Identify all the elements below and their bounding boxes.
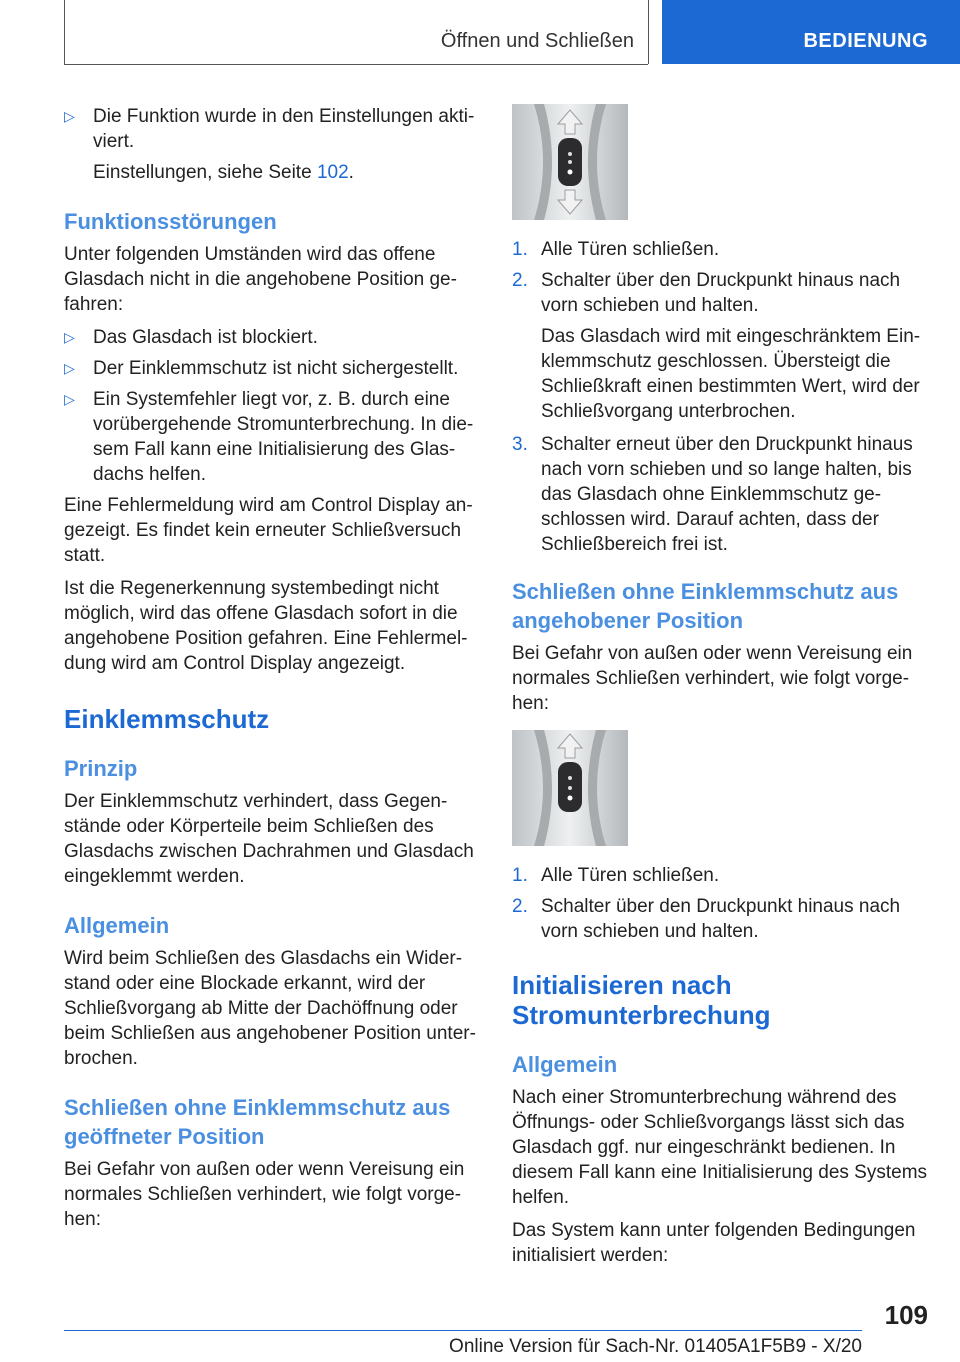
list-item: ▷ Das Glasdach ist blockiert. bbox=[64, 327, 318, 348]
list-item: ▷ Der Einklemmschutz ist nicht sichergestellt. bbox=[64, 358, 459, 379]
triangle-right-icon: ▷ bbox=[64, 329, 75, 345]
footer-online-version: Online Version für Sach-Nr. 01405A1F5B9 - X/20 bbox=[449, 1336, 862, 1357]
header-left-rule bbox=[64, 0, 65, 64]
list-item: ▷ Die Funktion wurde in den Einstellungen aktiviert. bbox=[64, 106, 475, 152]
heading-initialize: Initialisieren nach Stromunterbrechung bbox=[512, 970, 771, 1030]
settings-reference: Einstellungen, siehe Seite 102. bbox=[93, 162, 354, 183]
principle-text: Der Einklemmschutz verhindert, dass Gegenstände oder Körperteile beim Schließen des Glasdachs zwischen Dachrahmen und Glasdach eingeklemmt werden. bbox=[64, 791, 474, 887]
step2-note: Das Glasdach wird mit eingeschränktem Einklemmschutz geschlossen. Übersteigt die Schließkraft einen bestimmten Wert, wird der Schließvorgang unterbrochen. bbox=[541, 326, 921, 422]
heading-principle: Prinzip bbox=[64, 756, 138, 781]
list-item: 3. Schalter erneut über den Druckpunkt hinaus nach vorn schieben und so lange halten, bis das Glasdach ohne Einklemmschutz geschlossen wird. Darauf achten, dass der Schließbereich frei ist. bbox=[512, 434, 913, 555]
triangle-right-icon: ▷ bbox=[64, 108, 75, 124]
init-paragraph-1: Nach einer Stromunterbrechung während des Öffnungs- oder Schließvorgangs lässt sich das Glasdach ggf. nur eingeschränkt bedienen. In diesem Fall kann eine Initialisierung des Systems helfen. bbox=[512, 1087, 928, 1208]
general-text: Wird beim Schließen des Glasdachs ein Widerstand oder eine Blockade erkannt, wird der Schließvorgang ab Mitte der Dachöffnung oder beim Schließen aus angehobener Position unterbrochen. bbox=[64, 948, 476, 1069]
chapter-tab-label: BEDIENUNG bbox=[803, 30, 928, 52]
roof-switch-image bbox=[512, 104, 628, 220]
list-item: 2. Schalter über den Druckpunkt hinaus nach vorn schieben und halten. bbox=[512, 270, 901, 316]
heading-general-right: Allgemein bbox=[512, 1052, 618, 1077]
heading-faults: Funktionsstörungen bbox=[64, 209, 277, 234]
section-title: Öffnen und Schließen bbox=[440, 30, 634, 52]
list-item: ▷ Ein Systemfehler liegt vor, z. B. durch eine vorübergehende Stromunterbrechung. In diesem Fall kann eine Initialisierung des Glasdachs helfen. bbox=[64, 389, 474, 485]
chapter-tab bbox=[662, 0, 960, 64]
faults-intro: Unter folgenden Umständen wird das offene Glasdach nicht in die angehobene Position gefahren: bbox=[64, 244, 457, 315]
heading-close-open-position: Schließen ohne Einklemmschutz aus geöffneter Position bbox=[64, 1095, 451, 1149]
triangle-right-icon: ▷ bbox=[64, 391, 75, 407]
faults-paragraph-1: Eine Fehlermeldung wird am Control Display angezeigt. Es findet kein erneuter Schließversuch statt. bbox=[64, 495, 473, 566]
header-bottom-rule bbox=[64, 64, 648, 65]
heading-general: Allgemein bbox=[64, 913, 170, 938]
list-item: 1. Alle Türen schließen. bbox=[512, 865, 720, 886]
roof-switch-image bbox=[512, 730, 628, 846]
list-item: 2. Schalter über den Druckpunkt hinaus nach vorn schieben und halten. bbox=[512, 896, 901, 942]
heading-close-raised-position: Schließen ohne Einklemmschutz aus angehobener Position bbox=[512, 579, 899, 633]
triangle-right-icon: ▷ bbox=[64, 360, 75, 376]
header-separator bbox=[648, 0, 649, 64]
close-raised-text: Bei Gefahr von außen oder wenn Vereisung ein normales Schließen verhindert, wie folgt vorgehen: bbox=[512, 643, 913, 714]
heading-pinch-protection: Einklemmschutz bbox=[64, 704, 270, 734]
faults-paragraph-2: Ist die Regenerkennung systembedingt nicht möglich, wird das offene Glasdach sofort in die angehobene Position gefahren. Eine Fehlermeldung wird am Control Display angezeigt. bbox=[64, 578, 468, 674]
page-link-102[interactable]: 102 bbox=[316, 162, 349, 183]
list-item: 1. Alle Türen schließen. bbox=[512, 239, 720, 260]
footer-rule bbox=[64, 1330, 862, 1331]
close-open-text: Bei Gefahr von außen oder wenn Vereisung ein normales Schließen verhindert, wie folgt vorgehen: bbox=[64, 1159, 465, 1230]
left-column bbox=[64, 104, 482, 1240]
init-paragraph-2: Das System kann unter folgenden Bedingungen initialisiert werden: bbox=[512, 1220, 916, 1266]
right-column bbox=[512, 104, 930, 1276]
page-number: 109 bbox=[884, 1300, 928, 1330]
